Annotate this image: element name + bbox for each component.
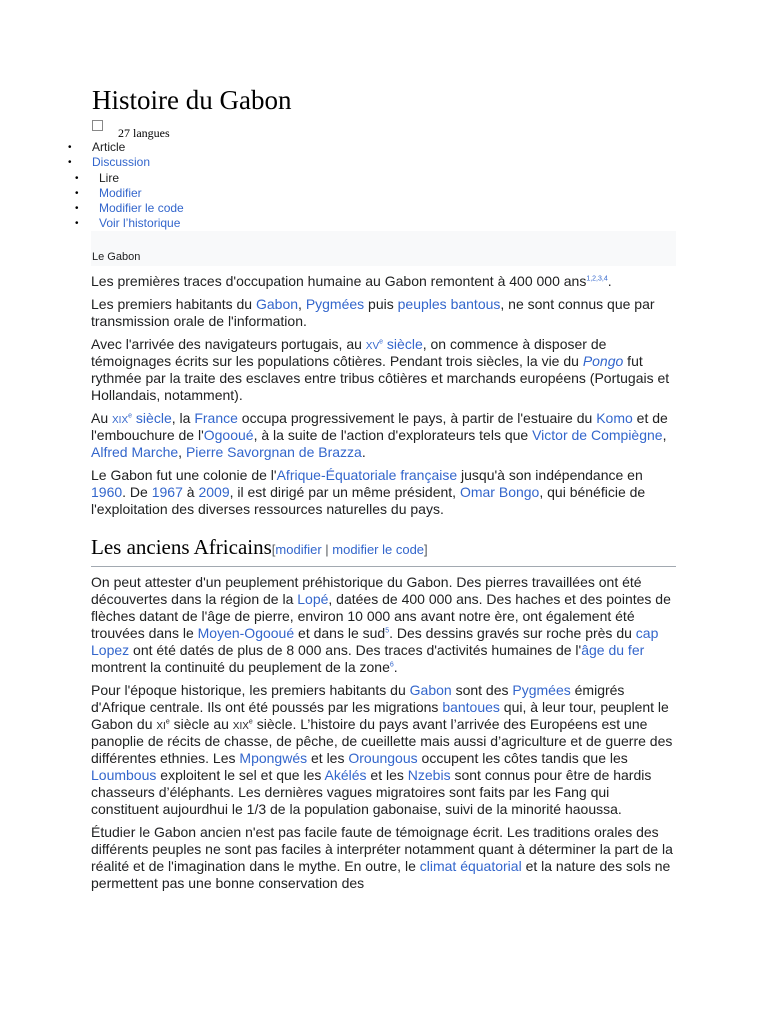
action-modifier[interactable]: • Modifier <box>99 186 184 201</box>
link-cap-lopez[interactable]: cap Lopez <box>91 625 659 658</box>
intro-paragraph-5: Le Gabon fut une colonie de l'Afrique-Équatoriale française jusqu'à son indépendance en 1960. De 1967 à 2009, il est dirigé par un même président, Omar Bongo, qui bénéficie de l'exploitation des diverses ressources naturelles du pays. <box>91 467 646 517</box>
link-nzebis[interactable]: Nzebis <box>407 767 451 783</box>
link-france[interactable]: France <box>194 410 238 426</box>
intro-paragraph-1: Les premières traces d'occupation humaine au Gabon remontent à 400 000 ans$^{1,2,3,4}$. <box>91 273 612 289</box>
action-historique[interactable]: • Voir l’historique <box>99 216 184 231</box>
link-ogooue[interactable]: Ogooué <box>203 427 254 443</box>
section-edit-code-button[interactable]: modifier le code <box>332 542 425 557</box>
link-1960[interactable]: 1960 <box>91 484 123 500</box>
link-afrique-equatoriale-francaise[interactable]: Afrique-Équatoriale française <box>276 467 458 483</box>
link-xix-siecle[interactable]: xix$^e$ siècle <box>112 410 172 426</box>
reference-link[interactable]: 6 <box>389 661 394 669</box>
link-akeles[interactable]: Akélés <box>324 767 367 783</box>
link-omar-bongo[interactable]: Omar Bongo <box>459 484 540 500</box>
tab-discussion[interactable]: • Discussion <box>92 155 150 170</box>
namespace-tabs <box>92 140 150 170</box>
link-peuples-bantous[interactable]: peuples bantous <box>397 296 501 312</box>
link-climat-equatorial[interactable]: climat équatorial <box>419 858 522 874</box>
section-edit-button[interactable]: modifier <box>275 542 322 557</box>
section-edit-links: [modifier | modifier le code] <box>271 542 428 557</box>
link-mpongwes[interactable]: Mpongwés <box>239 750 308 766</box>
link-loumbous[interactable]: Loumbous <box>91 767 157 783</box>
link-bantoues[interactable]: bantoues <box>442 699 500 715</box>
intro-paragraph-4: Au xix$^e$ siècle, la France occupa progressivement le pays, à partir de l'estuaire du Komo et de l'embouchure de l'Ogooué, à la suite de l'action d'explorateurs tels que Victor de Compiègne, Alfred Marche, Pierre Savorgnan de Brazza. <box>91 410 668 460</box>
section-heading-anciens-africains: Les anciens Africains[modifier | modifier le code] <box>91 534 676 567</box>
language-checkbox-icon[interactable] <box>92 120 103 131</box>
link-komo[interactable]: Komo <box>596 410 633 426</box>
link-xv-siecle[interactable]: xv$^e$ siècle <box>365 336 423 352</box>
link-pygmees-2[interactable]: Pygmées <box>512 682 571 698</box>
intro-paragraph-3: Avec l'arrivée des navigateurs portugais, au xv$^e$ siècle, on commence à disposer de témoignages écrits sur les populations côtières. Pendant trois siècles, la vie du Pongo fut rythmée par la traite des esclaves entre tribus côtières et marchands européens (Portugais et Hollandais, notamment). <box>91 336 670 403</box>
action-lire[interactable]: • Lire <box>99 171 184 186</box>
section1-paragraph-1: On peut attester d'un peuplement préhistorique du Gabon. Des pierres travaillées ont été découvertes dans la région de la Lopé, datées de 400 000 ans. Des haches et des pointes de flèches datant de l'âge de pierre, environ 10 000 ans avant notre ère, ont également été trouvées dans le Moyen-Ogooué et dans le sud$^5$. Des dessins gravés sur roche près du cap Lopez ont été datés de plus de 8 000 ans. Des traces d'activités humaines de l'âge du fer montrent la continuité du peuplement de la zone$^6$. <box>91 574 671 675</box>
page-title: Histoire du Gabon <box>92 85 292 115</box>
link-pierre-savorgnan-de-brazza[interactable]: Pierre Savorgnan de Brazza <box>185 444 362 460</box>
link-pongo[interactable]: Pongo <box>582 353 624 369</box>
reference-link[interactable]: 5 <box>385 627 390 635</box>
tab-article[interactable]: • Article <box>92 140 150 155</box>
section1-paragraph-3: Étudier le Gabon ancien n'est pas facile faute de témoignage écrit. Les traditions orales des différents peuples ne sont pas faciles à interpréter notamment quant à déterminer la part de la réalité et de l'imagination dans le mythe. En outre, le climat équatorial et la nature des sols ne permettent pas une bonne conservation des <box>91 824 673 891</box>
infobox-header <box>91 231 676 266</box>
link-age-du-fer[interactable]: âge du fer <box>581 642 645 658</box>
link-lope[interactable]: Lopé <box>297 591 329 607</box>
infobox-caption: Le Gabon <box>92 251 141 263</box>
action-modifier-code[interactable]: • Modifier le code <box>99 201 184 216</box>
link-gabon-2[interactable]: Gabon <box>409 682 452 698</box>
link-1967[interactable]: 1967 <box>151 484 183 500</box>
reference-link[interactable]: 1,2,3,4 <box>586 275 608 283</box>
language-count-label[interactable]: 27 langues <box>118 126 170 140</box>
link-pygmees[interactable]: Pygmées <box>305 296 365 312</box>
intro-paragraph-2: Les premiers habitants du Gabon, Pygmées puis peuples bantous, ne sont connus que par transmission orale de l'information. <box>91 296 655 329</box>
link-alfred-marche[interactable]: Alfred Marche <box>91 444 179 460</box>
section1-paragraph-2: Pour l'époque historique, les premiers habitants du Gabon sont des Pygmées émigrés d'Afrique centrale. Ils ont été poussés par les migrations bantoues qui, à leur tour, peuplent le Gabon du $xi^e$ siècle au xix$^e$ siècle. L’histoire du pays avant l’arrivée des Européens est une panoplie de récits de chasse, de pêche, de cueillette mais aussi d’agriculture et de guerre des différentes ethnies. Les Mpongwés et les Oroungous occupent les côtes tandis que les Loumbous exploitent le sel et que les Akélés et les Nzebis sont connus pour être de hardis chasseurs d’éléphants. Les dernières vagues migratoires sont faits par les Fang qui constituent aujourdhui le 1/3 de la population gabonaise, suivi de la minorité haoussa. <box>91 682 673 817</box>
link-oroungous[interactable]: Oroungous <box>348 750 418 766</box>
article-body <box>91 273 676 898</box>
link-2009[interactable]: 2009 <box>198 484 230 500</box>
link-moyen-ogooue[interactable]: Moyen-Ogooué <box>197 625 295 641</box>
page-actions <box>99 171 184 231</box>
link-victor-de-compiegne[interactable]: Victor de Compiègne <box>532 427 663 443</box>
link-gabon[interactable]: Gabon <box>255 296 299 312</box>
